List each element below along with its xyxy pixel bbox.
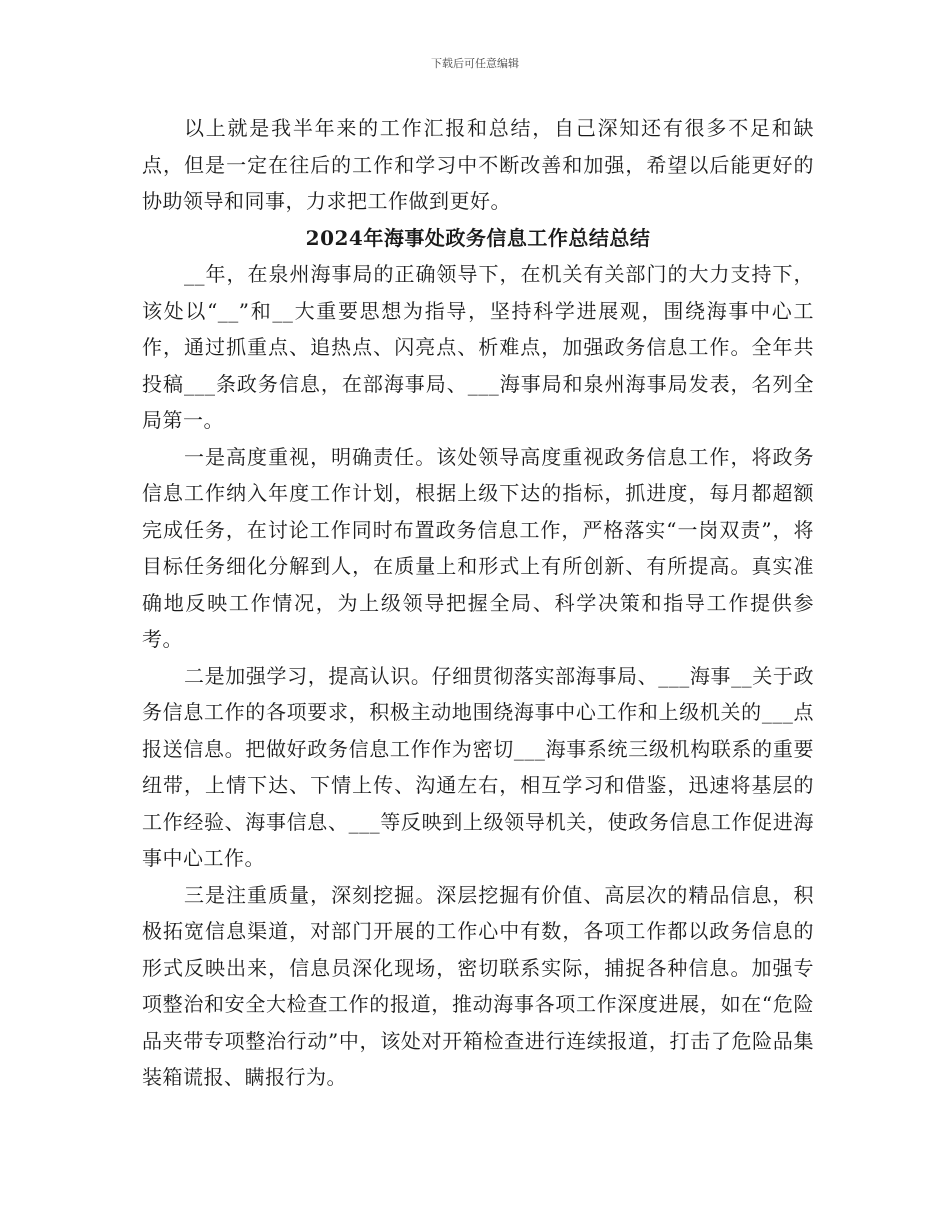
paragraph-point-three: 三是注重质量，深刻挖掘。深层挖掘有价值、高层次的精品信息，积极拓宽信息渠道，对部门开展的工作心中有数，各项工作都以政务信息的形式反映出来，信息员深化现场，密切联系实际，捕捉各种信息。加强专项整治和安全大检查工作的报道，推动海事各项工作深度进展，如在“危险品夹带专项整治行动”中，该处对开箱检查进行连续报道，打击了危险品集装箱谎报、瞒报行为。: [142, 882, 814, 1089]
document-body: [142, 110, 814, 1096]
paragraph-point-two: 二是加强学习，提高认识。仔细贯彻落实部海事局、___海事__关于政务信息工作的各项要求，积极主动地围绕海事中心工作和上级机关的___点报送信息。把做好政务信息工作作为密切___海事系统三级机构联系的重要纽带，上情下达、下情上传、沟通左右，相互学习和借鉴，迅速将基层的工作经验、海事信息、___等反映到上级领导机关，使政务信息工作促进海事中心工作。: [142, 663, 814, 870]
paragraph-overview: __年，在泉州海事局的正确领导下，在机关有关部门的大力支持下，该处以“__”和__大重要思想为指导，坚持科学进展观，围绕海事中心工作，通过抓重点、追热点、闪亮点、析难点，加强政务信息工作。全年共投稿___条政务信息，在部海事局、___海事局和泉州海事局发表，名列全局第一。: [142, 262, 814, 432]
document-title: 2024年海事处政务信息工作总结总结: [305, 225, 651, 250]
page-header-note: 下载后可任意编辑: [431, 57, 519, 70]
paragraph-point-one: 一是高度重视，明确责任。该处领导高度重视政务信息工作，将政务信息工作纳入年度工作计划，根据上级下达的指标，抓进度，每月都超额完成任务，在讨论工作同时布置政务信息工作，严格落实“一岗双责”，将目标任务细化分解到人，在质量上和形式上有所创新、有所提高。真实准确地反映工作情况，为上级领导把握全局、科学决策和指导工作提供参考。: [142, 444, 814, 651]
intro-paragraph: 以上就是我半年来的工作汇报和总结，自己深知还有很多不足和缺点，但是一定在往后的工作和学习中不断改善和加强，希望以后能更好的协助领导和同事，力求把工作做到更好。: [142, 116, 814, 213]
